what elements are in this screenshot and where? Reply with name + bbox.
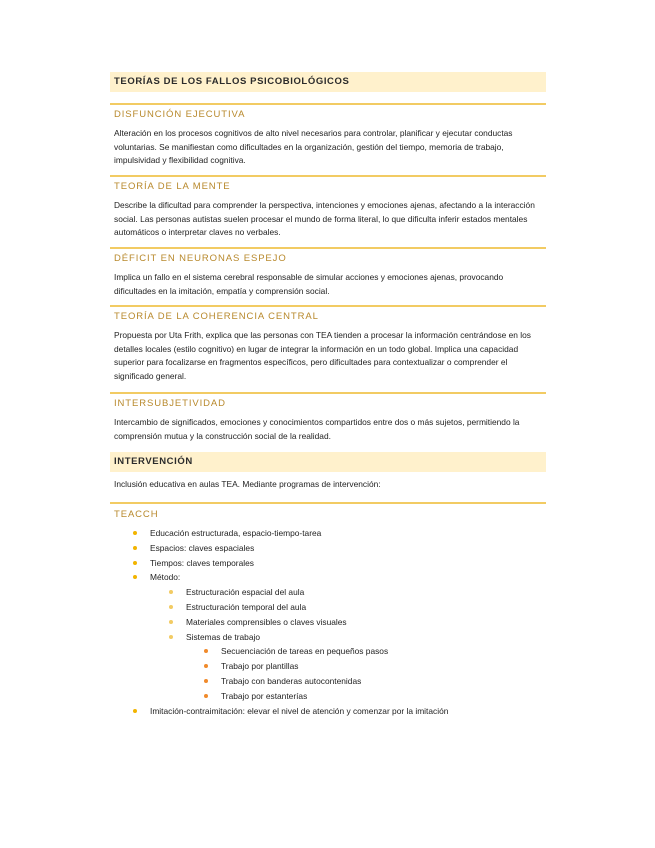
section-title-coherencia-central: TEORÍA DE LA COHERENCIA CENTRAL — [114, 311, 319, 322]
section-divider — [110, 502, 546, 504]
section-body-teoria-mente: Describe la dificultad para comprender la perspectiva, intenciones y emociones ajenas, afectando a la interacción social. Las personas autistas suelen procesar el mundo de forma literal, lo que dificulta inferir estados mentales automáticos o interpretar claves no verbales. — [114, 200, 535, 237]
list-item: Sistemas de trabajo — [110, 630, 546, 645]
list-item: Método: — [110, 570, 546, 585]
list-item: Educación estructurada, espacio-tiempo-tarea — [110, 526, 546, 541]
section-title-teoria-mente: TEORÍA DE LA MENTE — [114, 181, 231, 192]
bullet-icon — [169, 590, 173, 594]
list-item: Estructuración espacial del aula — [110, 585, 546, 600]
section-title-teacch: TEACCH — [114, 509, 159, 520]
list-item: Materiales comprensibles o claves visuales — [110, 615, 546, 630]
bullet-icon — [133, 531, 137, 535]
section-title-neuronas-espejo: DÉFICIT EN NEURONAS ESPEJO — [114, 253, 287, 264]
bullet-icon — [204, 664, 208, 668]
intervention-body: Inclusión educativa en aulas TEA. Mediante programas de intervención: — [114, 479, 381, 489]
list-item: Espacios: claves espaciales — [110, 541, 546, 556]
teacch-list — [110, 526, 546, 718]
section-body-coherencia-central: Propuesta por Uta Frith, explica que las personas con TEA tienden a procesar la información centrándose en los detalles locales (estilo cognitivo) en lugar de integrar la información en un todo global. Implica una capacidad superior para focalizarse en fragmentos específicos, pero dificultades para contextualizar o comprender el significado general. — [114, 330, 531, 381]
main-title: TEORÍAS DE LOS FALLOS PSICOBIOLÓGICOS — [110, 72, 546, 92]
list-item: Secuenciación de tareas en pequeños pasos — [110, 644, 546, 659]
bullet-icon — [204, 679, 208, 683]
bullet-icon — [169, 635, 173, 639]
bullet-icon — [204, 649, 208, 653]
section-body-intersubjetividad: Intercambio de significados, emociones y conocimientos compartidos entre dos o más sujetos, permitiendo la comprensión mutua y la construcción social de la realidad. — [114, 417, 520, 441]
list-item: Imitación-contraimitación: elevar el nivel de atención y comenzar por la imitación — [110, 704, 546, 719]
section-body-neuronas-espejo: Implica un fallo en el sistema cerebral responsable de simular acciones y emociones ajenas, provocando dificultades en la imitación, empatía y comprensión social. — [114, 272, 504, 296]
list-item: Estructuración temporal del aula — [110, 600, 546, 615]
section-title-disfuncion-ejecutiva: DISFUNCIÓN EJECUTIVA — [114, 109, 246, 120]
section-title-intersubjetividad: INTERSUBJETIVIDAD — [114, 398, 226, 409]
intervention-title: INTERVENCIÓN — [110, 452, 546, 472]
document-page — [110, 70, 546, 718]
section-body-disfuncion-ejecutiva: Alteración en los procesos cognitivos de alto nivel necesarios para controlar, planificar y ejecutar conductas voluntarias. Se manifiestan como dificultades en la organización, gestión del tiempo, memoria de trabajo, impulsividad y flexibilidad cognitiva. — [114, 128, 513, 165]
list-item: Tiempos: claves temporales — [110, 556, 546, 571]
bullet-icon — [133, 709, 137, 713]
bullet-icon — [169, 605, 173, 609]
list-item: Trabajo con banderas autocontenidas — [110, 674, 546, 689]
bullet-icon — [133, 575, 137, 579]
bullet-icon — [133, 561, 137, 565]
list-item: Trabajo por estanterías — [110, 689, 546, 704]
bullet-icon — [169, 620, 173, 624]
list-item: Trabajo por plantillas — [110, 659, 546, 674]
bullet-icon — [204, 694, 208, 698]
bullet-icon — [133, 546, 137, 550]
